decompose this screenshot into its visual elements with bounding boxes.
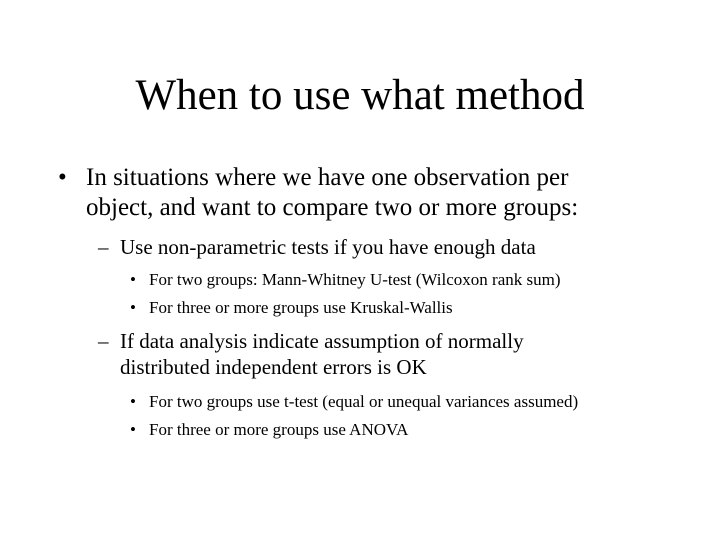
bullet-dot-icon: •	[130, 420, 136, 439]
bullet-dot-icon: •	[130, 270, 136, 289]
subbullet-nonparametric	[98, 234, 658, 260]
dash-icon: –	[98, 329, 109, 353]
bullet-line-1: In situations where we have one observation per	[86, 164, 569, 191]
list-item-text: For two groups use t-test (equal or unequal variances assumed)	[149, 392, 579, 411]
subbullet-label: Use non-parametric tests if you have enough data	[120, 235, 536, 259]
bullet-dot-icon: •	[130, 298, 136, 317]
bullet-dot-icon: •	[58, 164, 67, 191]
bullet-situation	[60, 163, 680, 223]
slide-title: When to use what method	[135, 72, 585, 119]
list-item-mann-whitney	[130, 269, 690, 290]
list-item-text: For two groups: Mann-Whitney U-test (Wilcoxon rank sum)	[149, 270, 561, 289]
subbullet-line-2: distributed independent errors is OK	[120, 355, 427, 379]
list-item-text: For three or more groups use Kruskal-Wallis	[149, 298, 453, 317]
subbullet-parametric	[98, 328, 658, 380]
bullet-dot-icon: •	[130, 392, 136, 411]
list-item-anova	[130, 419, 690, 440]
bullet-line-2: object, and want to compare two or more groups:	[86, 194, 579, 221]
dash-icon: –	[98, 235, 109, 259]
subbullet-line-1: If data analysis indicate assumption of normally	[120, 329, 524, 353]
bullet-text	[86, 163, 578, 223]
list-item-t-test	[130, 391, 710, 412]
list-item-kruskal-wallis	[130, 297, 690, 318]
subbullet-text	[120, 328, 524, 380]
list-item-text: For three or more groups use ANOVA	[149, 420, 409, 439]
